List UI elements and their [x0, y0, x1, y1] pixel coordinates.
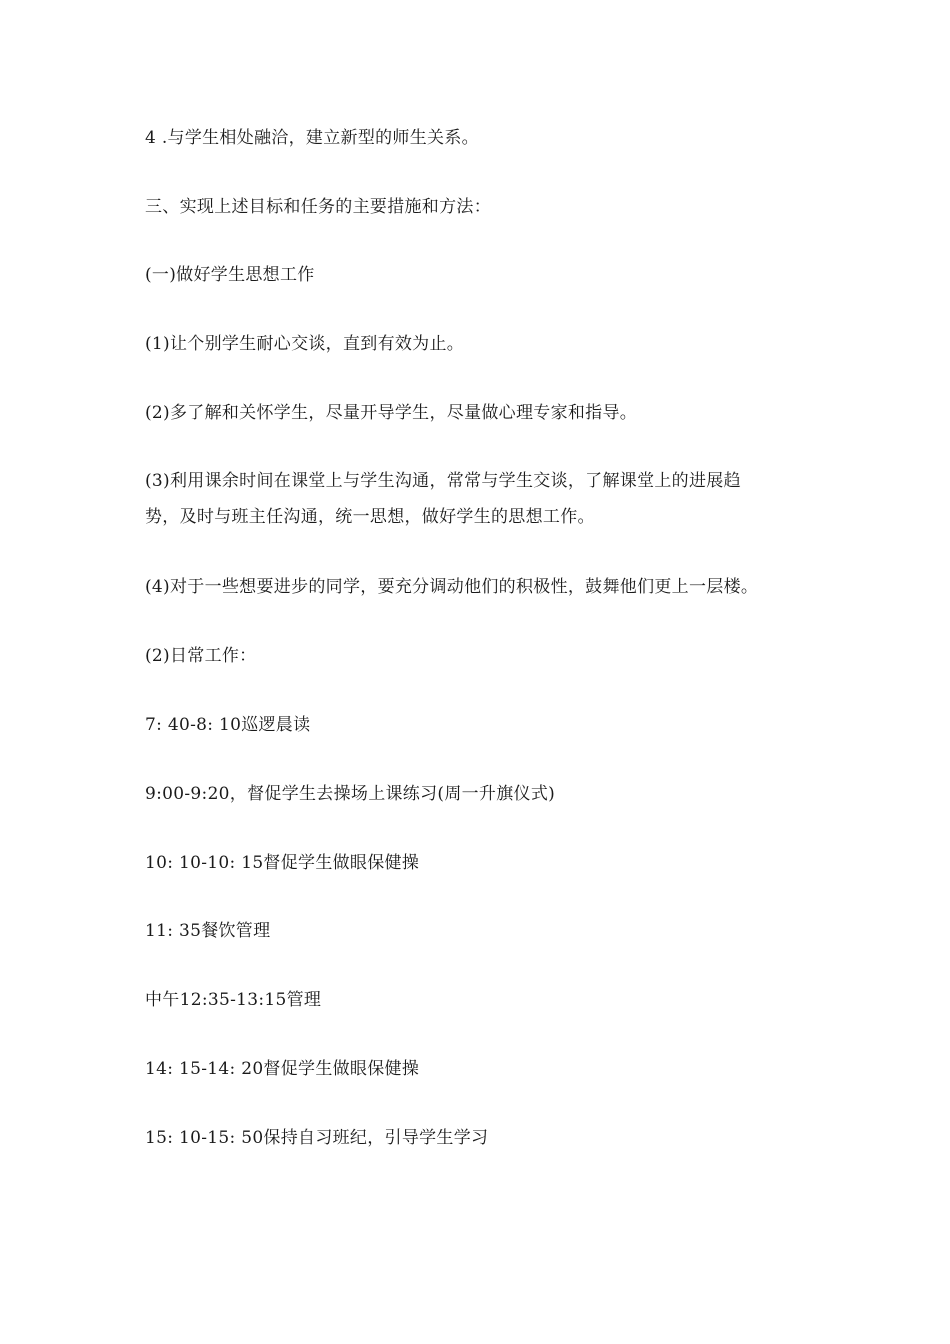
- section-heading-3: 三、实现上述目标和任务的主要措施和方法：: [145, 197, 491, 217]
- measure-item-3-line-2: 势，及时与班主任沟通，统一思想，做好学生的思想工作。: [145, 507, 595, 527]
- schedule-item: 11: 35餐饮管理: [145, 921, 271, 941]
- subsection-heading-2: (2)日常工作：: [145, 646, 257, 666]
- schedule-item: 7: 40-8: 10巡逻晨读: [145, 715, 311, 735]
- schedule-item: 15: 10-15: 50保持自习班纪，引导学生学习: [145, 1128, 489, 1148]
- schedule-item: 9:00-9:20，督促学生去操场上课练习(周一升旗仪式): [145, 784, 556, 804]
- measure-item-1: (1)让个别学生耐心交谈，直到有效为止。: [145, 334, 465, 354]
- schedule-item: 10: 10-10: 15督促学生做眼保健操: [145, 853, 420, 873]
- subsection-heading-1: (一)做好学生思想工作: [145, 265, 315, 285]
- measure-item-2: (2)多了解和关怀学生，尽量开导学生，尽量做心理专家和指导。: [145, 403, 638, 423]
- measure-item-3: [145, 463, 825, 535]
- schedule-item: 中午12:35-13:15管理: [145, 990, 322, 1010]
- measure-item-3-line-1: (3)利用课余时间在课堂上与学生沟通，常常与学生交谈，了解课堂上的进展趋: [145, 471, 741, 491]
- goal-item-4: 4 .与学生相处融洽，建立新型的师生关系。: [145, 128, 479, 148]
- schedule-item: 14: 15-14: 20督促学生做眼保健操: [145, 1059, 420, 1079]
- measure-item-4: (4)对于一些想要进步的同学，要充分调动他们的积极性，鼓舞他们更上一层楼。: [145, 577, 759, 597]
